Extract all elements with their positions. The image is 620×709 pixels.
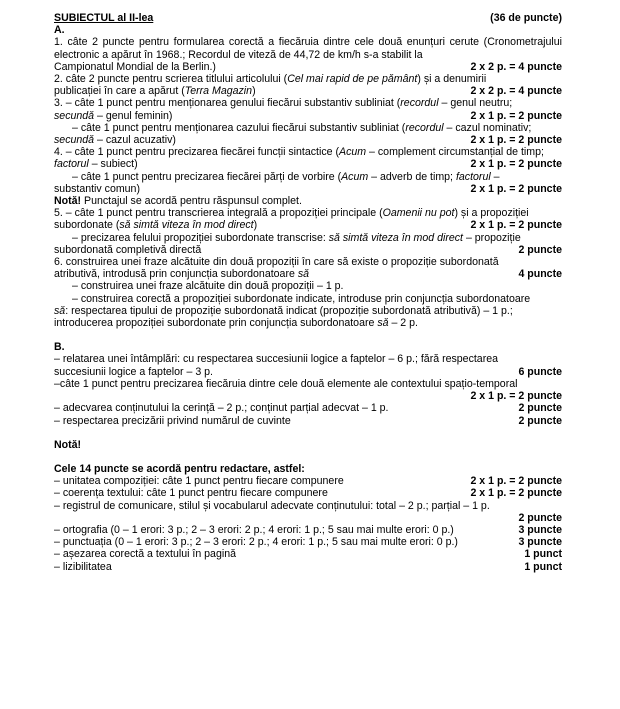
- item-text: 6. construirea unei fraze alcătuite din două propoziții în care să existe o propoziție subordonată: [54, 256, 499, 269]
- text-run: atributivă, introdusă prin conjuncția subordonatoare: [54, 268, 298, 281]
- score-value: 2 puncte: [518, 243, 562, 256]
- item-text: [54, 97, 562, 109]
- score-row: [54, 61, 562, 73]
- score-value: 1 punct: [524, 548, 562, 561]
- item-text: – adecvarea conținutului la cerință – 2 p.; conținut parțial adecvat – 1 p.: [54, 402, 389, 415]
- item-text: – așezarea corectă a textului în pagină: [54, 548, 236, 561]
- item-text: [54, 85, 470, 97]
- score-value: 2 x 1 p. = 2 puncte: [470, 487, 562, 500]
- document-page: [54, 12, 562, 573]
- item-text: [54, 305, 562, 317]
- item-text: [54, 158, 470, 170]
- text-run: – complement circumstanțial de timp;: [366, 146, 544, 159]
- section-a-label: A.: [54, 24, 65, 37]
- text-run: : respectarea tipului de propoziție subordonată indicat (propoziție subordonată atributivă) – 1 p.;: [65, 304, 513, 317]
- text-run: ) și a denumirii: [417, 73, 487, 86]
- spacer: [54, 329, 562, 341]
- score-row: [54, 561, 562, 573]
- item-text: – registrul de comunicare, stilul și vocabularul adecvate conținutului: total – 2 p.; parțial – 1 p.: [54, 499, 490, 512]
- note-label: Notă!: [54, 195, 82, 208]
- score-row: [54, 366, 562, 378]
- quoted-text: să: [377, 317, 389, 330]
- quoted-text: factorul: [455, 170, 491, 183]
- spacer: [54, 451, 562, 463]
- text-run: – cazul acuzativ): [94, 134, 176, 147]
- quoted-text: factorul: [54, 158, 89, 171]
- page-title: SUBIECTUL al II-lea: [54, 12, 154, 24]
- item-text: Campionatul Mondial de la Berlin.): [54, 60, 216, 73]
- score-value: 4 puncte: [518, 268, 562, 281]
- text-run: – adverb de timp;: [368, 170, 456, 183]
- item-text: – unitatea compoziției: câte 1 punct pentru fiecare compunere: [54, 475, 344, 488]
- quoted-text: recordul: [405, 121, 444, 134]
- score-row: [54, 487, 562, 499]
- total-points: (36 de puncte): [490, 12, 562, 24]
- score-value: 2 puncte: [518, 511, 562, 524]
- text-run: ): [253, 219, 258, 232]
- text-run: –: [490, 170, 500, 183]
- score-row: [54, 415, 562, 427]
- item-text: – ortografia (0 – 1 erori: 3 p.; 2 – 3 erori: 2 p.; 4 erori: 1 p.; 5 sau mai multe erori: 0 p.): [54, 523, 454, 536]
- item-text: – respectarea precizării privind numărul de cuvinte: [54, 414, 291, 427]
- score-value: 2 puncte: [518, 402, 562, 415]
- item-6: [54, 256, 562, 329]
- text-run: – câte 1 punct pentru menționarea cazului fiecărui substantiv subliniat (: [72, 121, 406, 134]
- text-run: 3. – câte 1 punct pentru menționarea genului fiecărui substantiv subliniat (: [54, 97, 401, 110]
- quoted-text: Acum: [339, 146, 367, 159]
- text-run: 5. – câte 1 punct pentru transcrierea integrală a propoziției principale (: [54, 207, 383, 220]
- item-text: – relatarea unei întâmplări: cu respectarea succesiunii logice a faptelor – 6 p.; fără respectarea: [54, 353, 499, 366]
- item-5: [54, 207, 562, 256]
- text-run: – genul neutru;: [438, 97, 513, 110]
- page-header: [54, 12, 562, 24]
- score-row: [54, 183, 562, 195]
- text-run: – cazul nominativ;: [443, 121, 532, 134]
- text-run: introducerea propoziției subordonate prin conjuncția subordonatoare: [54, 317, 378, 330]
- quoted-text: Terra Magazin: [184, 85, 253, 98]
- item-text: – punctuația (0 – 1 erori: 3 p.; 2 – 3 erori: 2 p.; 4 erori: 1 p.; 5 sau mai multe erori: 0 p.): [54, 536, 458, 549]
- item-text: succesiunii logice a faptelor – 3 p.: [54, 365, 213, 378]
- score-row: [54, 268, 562, 280]
- score-row: [54, 158, 562, 170]
- item-text: [54, 232, 562, 244]
- item-text: [54, 110, 470, 122]
- text-run: 4. – câte 1 punct pentru precizarea fiecărei funcții sintactice (: [54, 146, 340, 159]
- item-text: [54, 171, 562, 183]
- quoted-text: să: [297, 268, 310, 281]
- item-text: – coerența textului: câte 1 punct pentru fiecare compunere: [54, 487, 328, 500]
- score-value: 3 puncte: [518, 523, 562, 536]
- quoted-text: să simtă viteza în mod direct: [328, 231, 463, 244]
- item-1: [54, 36, 562, 73]
- score-value: 2 x 1 p. = 2 puncte: [470, 219, 562, 232]
- score-row: [54, 536, 562, 548]
- item-text: [54, 146, 562, 158]
- spacer: [54, 427, 562, 439]
- item-3: [54, 97, 562, 146]
- section-b-label: B.: [54, 341, 65, 354]
- quoted-text: să: [54, 304, 66, 317]
- quoted-text: Oamenii nu pot: [382, 207, 455, 220]
- text-run: – subiect): [88, 158, 138, 171]
- text-run: 2. câte 2 puncte pentru scrierea titlului articolului (: [54, 73, 288, 86]
- score-value: 2 x 2 p. = 4 puncte: [470, 60, 562, 73]
- text-run: – propoziție: [463, 231, 521, 244]
- score-value: 2 x 1 p. = 2 puncte: [470, 109, 562, 122]
- item-text: [54, 219, 470, 231]
- score-value: 2 x 1 p. = 2 puncte: [470, 134, 562, 147]
- item-text: [54, 207, 562, 219]
- score-value: 2 x 1 p. = 2 puncte: [470, 475, 562, 488]
- quoted-text: Acum: [341, 170, 369, 183]
- score-value: 2 x 1 p. = 2 puncte: [470, 390, 562, 403]
- score-value: 1 punct: [524, 560, 562, 573]
- score-row: [54, 85, 562, 97]
- item-4: [54, 146, 562, 195]
- item-text: subordonată completivă directă: [54, 243, 202, 256]
- score-row: [54, 524, 562, 536]
- score-value: 6 puncte: [518, 365, 562, 378]
- text-run: ) și a propoziției: [454, 207, 529, 220]
- item-2: [54, 73, 562, 97]
- text-run: – 2 p.: [388, 317, 418, 330]
- item-text: substantiv comun): [54, 182, 140, 195]
- item-text: [54, 134, 470, 146]
- score-row: [54, 402, 562, 414]
- item-text: [54, 122, 562, 134]
- quoted-text: Cel mai rapid de pe pământ: [287, 73, 418, 86]
- text-run: publicației în care a apărut (: [54, 85, 185, 98]
- score-row: [54, 219, 562, 231]
- item-text: [54, 317, 562, 329]
- text-run: – precizarea felului propoziției subordonate transcrise:: [72, 231, 329, 244]
- item-text: [54, 73, 562, 85]
- item-text: 1. câte 2 puncte pentru formularea corectă a fiecăruia dintre cele două enunțuri cerute (Cronometrajului electronic a apărut în 1968.; Recordul de viteză de 44,72 de km/h s-a stabilit la: [54, 36, 562, 61]
- quoted-text: să simtă viteza în mod direct: [119, 219, 254, 232]
- score-row: [54, 134, 562, 146]
- quoted-text: recordul: [400, 97, 439, 110]
- score-row: [54, 110, 562, 122]
- score-value: 3 puncte: [518, 536, 562, 549]
- quoted-text: secundă: [54, 134, 95, 147]
- item-text: – construirea corectă a propoziției subordonate indicate, introduse prin conjuncția subordonatoare: [72, 292, 531, 305]
- item-text: – lizibilitatea: [54, 560, 112, 573]
- score-value: 2 x 2 p. = 4 puncte: [470, 85, 562, 98]
- text-run: ): [252, 85, 256, 98]
- score-row: [54, 244, 562, 256]
- score-row: [54, 548, 562, 560]
- note-title: Cele 14 puncte se acordă pentru redactare, astfel:: [54, 462, 305, 475]
- note-label: Notă!: [54, 438, 82, 451]
- text-run: – genul feminin): [94, 109, 173, 122]
- item-text: [54, 268, 518, 280]
- text-run: subordonate (: [54, 219, 120, 232]
- note-text: Punctajul se acordă pentru răspunsul complet.: [81, 195, 302, 208]
- score-value: 2 puncte: [518, 414, 562, 427]
- score-value: 2 x 1 p. = 2 puncte: [470, 158, 562, 171]
- item-text: – construirea unei fraze alcătuite din două propoziții – 1 p.: [72, 280, 344, 293]
- text-run: – câte 1 punct pentru precizarea fiecărei părți de vorbire (: [72, 170, 342, 183]
- score-row: [54, 475, 562, 487]
- item-text: –câte 1 punct pentru precizarea fiecăruia dintre cele două elemente ale contextului spațio-temporal: [54, 377, 518, 390]
- note-line: [54, 195, 562, 207]
- quoted-text: secundă: [54, 109, 95, 122]
- score-value: 2 x 1 p. = 2 puncte: [470, 182, 562, 195]
